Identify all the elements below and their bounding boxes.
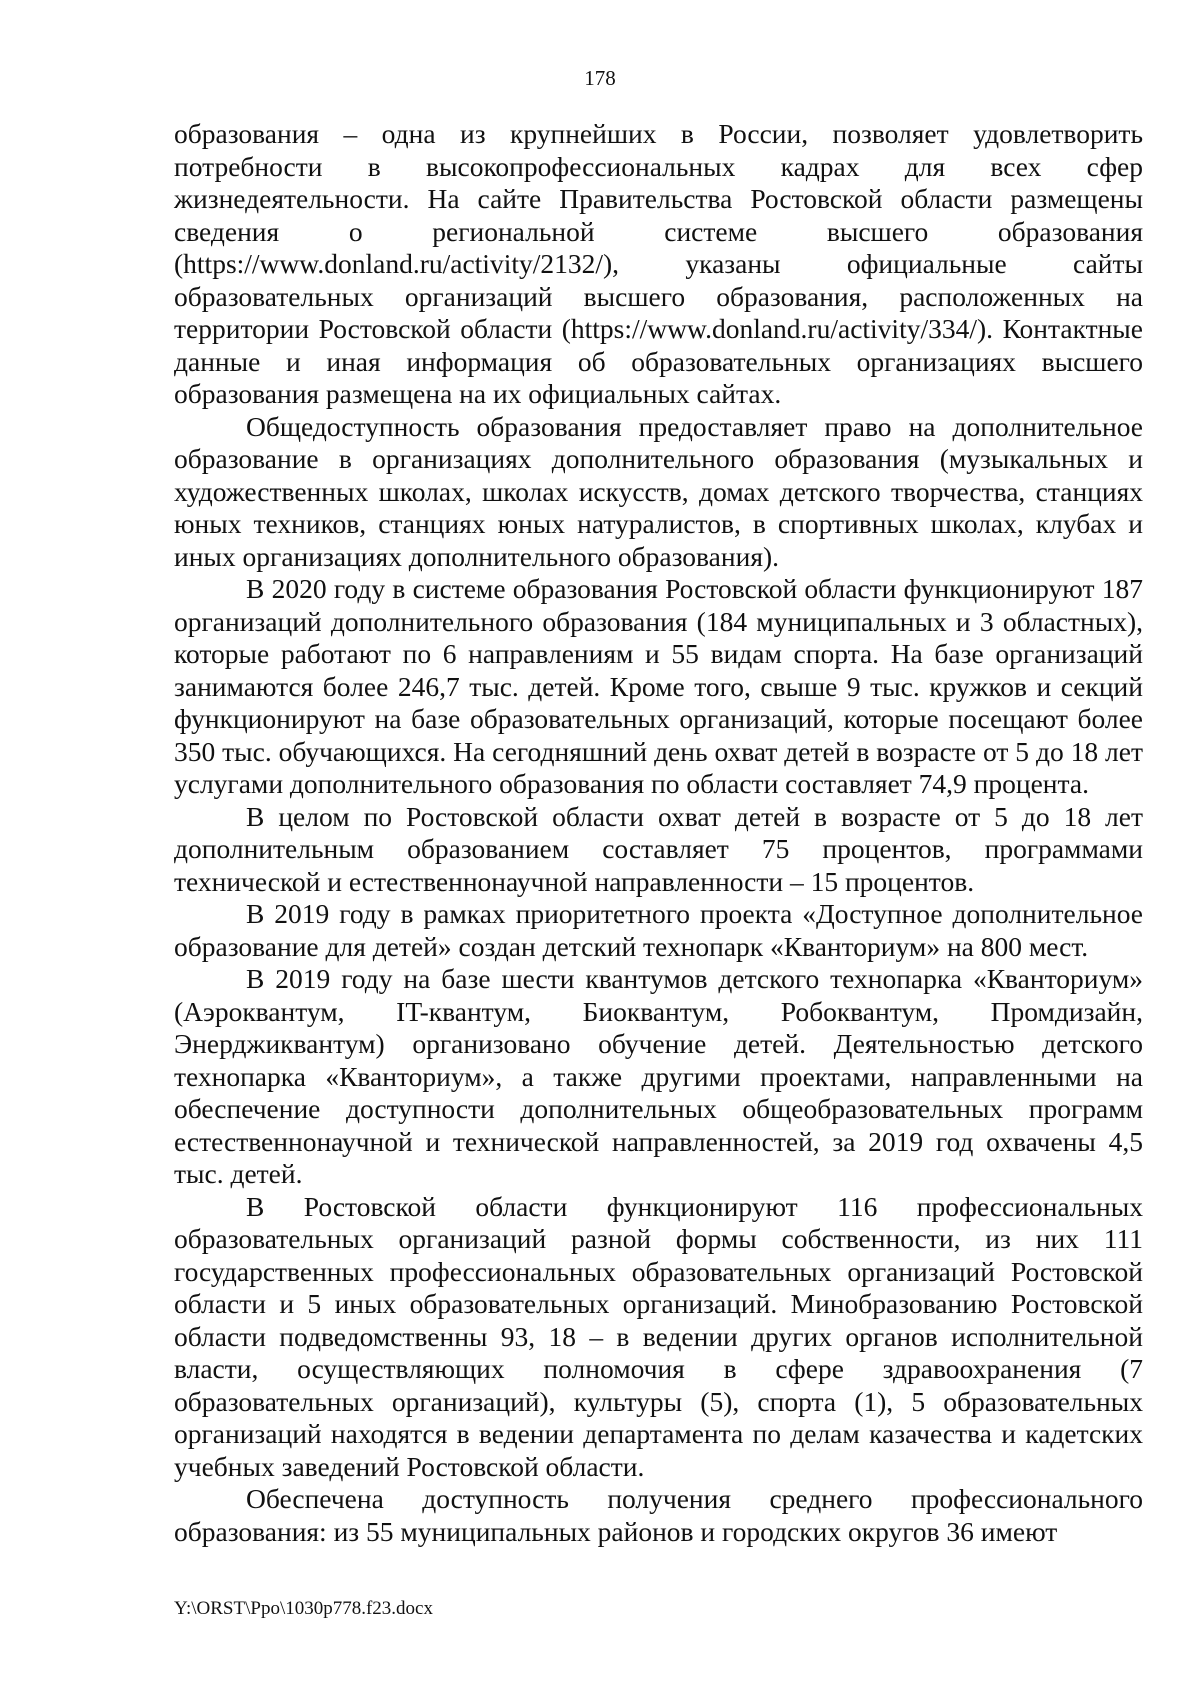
paragraph: В 2019 году на базе шести квантумов детского технопарка «Кванториум» (Аэроквантум, IT-квантум, Биоквантум, Робоквантум, Промдизайн, Энерджиквантум) организовано обучение детей. Деятельностью детского технопарка «Кванториум», а также другими проектами, направленными на обеспечение доступности дополнительных общеобразовательных программ естественнонаучной и технической направленностей, за 2019 год охвачены 4,5 тыс. детей.	[174, 963, 1143, 1189]
paragraph: Общедоступность образования предоставляет право на дополнительное образование в организациях дополнительного образования (музыкальных и художественных школах, школах искусств, домах детского творчества, станциях юных техников, станциях юных натуралистов, в спортивных школах, клубах и иных организациях дополнительного образования).	[174, 410, 1143, 572]
paragraph: образования – одна из крупнейших в России, позволяет удовлетворить потребности в высокопрофессиональных кадрах для всех сфер жизнедеятельности. На сайте Правительства Ростовской области размещены сведения о региональной системе высшего образования (https://www.donland.ru/activity/2132/), указаны официальные сайты образовательных организаций высшего образования, расположенных на территории Ростовской области (https://www.donland.ru/activity/334/). Контактные данные и иная информация об образовательных организациях высшего образования размещена на их официальных сайтах.	[174, 118, 1143, 409]
paragraph: В целом по Ростовской области охват детей в возрасте от 5 до 18 лет дополнительным образованием составляет 75 процентов, программами технической и естественнонаучной направленности – 15 процентов.	[174, 800, 1143, 897]
page-number: 178	[584, 66, 616, 90]
paragraph: В 2020 году в системе образования Ростовской области функционируют 187 организаций дополнительного образования (184 муниципальных и 3 областных), которые работают по 6 направлениям и 55 видам спорта. На базе организаций занимаются более 246,7 тыс. детей. Кроме того, свыше 9 тыс. кружков и секций функционируют на базе образовательных организаций, которые посещают более 350 тыс. обучающихся. На сегодняшний день охват детей в возрасте от 5 до 18 лет услугами дополнительного образования по области составляет 74,9 процента.	[174, 573, 1143, 799]
paragraph: В Ростовской области функционируют 116 профессиональных образовательных организаций разной формы собственности, из них 111 государственных профессиональных образовательных организаций Ростовской области и 5 иных образовательных организаций. Минобразованию Ростовской области подведомственны 93, 18 – в ведении других органов исполнительной власти, осуществляющих полномочия в сфере здравоохранения (7 образовательных организаций), культуры (5), спорта (1), 5 образовательных организаций находятся в ведении департамента по делам казачества и кадетских учебных заведений Ростовской области.	[174, 1190, 1143, 1482]
paragraph: Обеспечена доступность получения среднего профессионального образования: из 55 муниципальных районов и городских округов 36 имеют	[174, 1483, 1143, 1547]
paragraph: В 2019 году в рамках приоритетного проекта «Доступное дополнительное образование для детей» создан детский технопарк «Кванториум» на 800 мест.	[174, 898, 1143, 962]
document-body	[174, 118, 1143, 1548]
footer-file-path: Y:\ORST\Ppo\1030p778.f23.docx	[174, 1598, 433, 1619]
